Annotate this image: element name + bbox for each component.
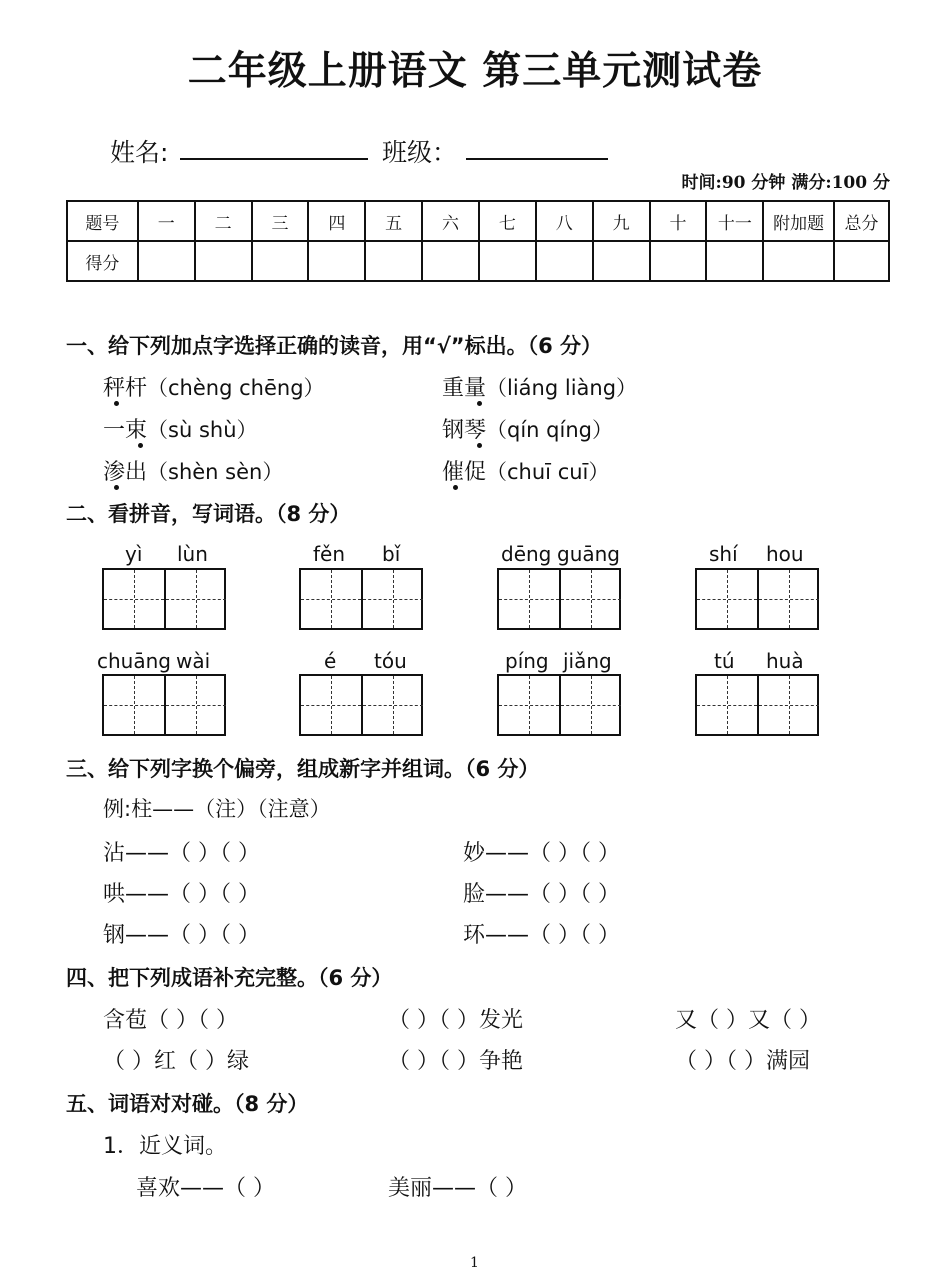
score-input-cell[interactable] bbox=[308, 241, 365, 281]
sec1-item bbox=[442, 371, 637, 402]
sec3-item[interactable]: 钢——（ ）（ ） bbox=[103, 923, 260, 948]
sec1-options[interactable]: （chuī cuī） bbox=[486, 460, 610, 484]
sec3-item[interactable]: 哄——（ ）（ ） bbox=[103, 882, 260, 907]
section-1-heading: 一、给下列加点字选择正确的读音，用“√”标出。（6 分） bbox=[66, 334, 603, 358]
idiom-blank[interactable]: （ ）（ ）满园 bbox=[675, 1049, 810, 1074]
page-number: 1 bbox=[470, 1255, 479, 1271]
score-table bbox=[66, 200, 890, 282]
score-table-score-row bbox=[67, 241, 889, 281]
emphasis-dot bbox=[477, 443, 482, 448]
writing-grid[interactable] bbox=[299, 568, 423, 630]
sec1-word: 渗出 bbox=[103, 460, 148, 485]
name-blank[interactable] bbox=[180, 158, 368, 160]
writing-grid[interactable] bbox=[102, 674, 226, 736]
score-input-cell[interactable] bbox=[422, 241, 479, 281]
writing-grid[interactable] bbox=[102, 568, 226, 630]
pinyin-syllable: huà bbox=[766, 649, 804, 673]
section-4-heading: 四、把下列成语补充完整。（6 分） bbox=[66, 966, 393, 990]
score-table-cell: 二 bbox=[195, 201, 252, 241]
score-input-cell[interactable] bbox=[195, 241, 252, 281]
sec1-options[interactable]: （chèng chēng） bbox=[147, 376, 325, 400]
score-table-cell: 五 bbox=[365, 201, 422, 241]
idiom-blank[interactable]: （ ）（ ）发光 bbox=[388, 1008, 523, 1033]
page-title: 二年级上册语文 第三单元测试卷 bbox=[187, 49, 763, 94]
score-table-cell: 十一 bbox=[706, 201, 763, 241]
sec1-word: 钢琴 bbox=[442, 418, 487, 443]
idiom-blank[interactable]: （ ）（ ）争艳 bbox=[388, 1049, 523, 1074]
writing-grid[interactable] bbox=[497, 674, 621, 736]
emphasis-dot bbox=[477, 401, 482, 406]
score-input-cell[interactable] bbox=[763, 241, 834, 281]
sec1-word: 重量 bbox=[442, 376, 487, 401]
idiom-blank[interactable]: （ ）红（ ）绿 bbox=[103, 1049, 249, 1074]
score-input-cell[interactable] bbox=[479, 241, 536, 281]
score-input-cell[interactable] bbox=[536, 241, 593, 281]
score-input-cell[interactable] bbox=[706, 241, 763, 281]
section-5-heading: 五、词语对对碰。（8 分） bbox=[66, 1092, 309, 1116]
section-2-heading: 二、看拼音，写词语。（8 分） bbox=[66, 502, 351, 526]
idiom-blank[interactable]: 又（ ）又（ ） bbox=[675, 1008, 821, 1033]
emphasis-dot bbox=[114, 485, 119, 490]
score-input-cell[interactable] bbox=[252, 241, 309, 281]
name-label: 姓名: bbox=[110, 138, 169, 167]
pinyin-syllable: wài bbox=[176, 649, 211, 673]
emphasis-dot bbox=[138, 443, 143, 448]
pinyin-syllable: chuāng bbox=[97, 649, 171, 673]
score-input-cell[interactable] bbox=[365, 241, 422, 281]
score-table-cell: 十 bbox=[650, 201, 707, 241]
synonym-item[interactable]: 美丽——（ ） bbox=[388, 1176, 527, 1201]
score-table-cell: 六 bbox=[422, 201, 479, 241]
sec3-item[interactable]: 脸——（ ）（ ） bbox=[463, 882, 620, 907]
sec1-word: 催促 bbox=[442, 460, 487, 485]
class-blank[interactable] bbox=[466, 158, 608, 160]
sec1-word: 秤杆 bbox=[103, 376, 148, 401]
pinyin-syllable: hou bbox=[766, 542, 804, 566]
sec3-item[interactable]: 妙——（ ）（ ） bbox=[463, 841, 620, 866]
score-input-cell[interactable] bbox=[834, 241, 889, 281]
synonym-item[interactable]: 喜欢——（ ） bbox=[136, 1176, 275, 1201]
pinyin-syllable: guāng bbox=[557, 542, 620, 566]
sec1-word: 一束 bbox=[103, 418, 148, 443]
pinyin-syllable: fěn bbox=[313, 542, 346, 566]
score-input-cell[interactable] bbox=[650, 241, 707, 281]
score-table-cell: 一 bbox=[138, 201, 195, 241]
pinyin-syllable: bǐ bbox=[382, 542, 401, 566]
pinyin-syllable: lùn bbox=[177, 542, 208, 566]
score-table-cell: 七 bbox=[479, 201, 536, 241]
score-table-cell: 九 bbox=[593, 201, 650, 241]
sec1-options[interactable]: （shèn sèn） bbox=[147, 460, 284, 484]
class-label: 班级： bbox=[382, 138, 458, 167]
score-table-cell: 四 bbox=[308, 201, 365, 241]
sec3-example: 例:柱——（注）（注意） bbox=[103, 797, 331, 821]
score-input-cell[interactable] bbox=[138, 241, 195, 281]
score-table-header-row bbox=[67, 201, 889, 241]
score-table-cell: 附加题 bbox=[763, 201, 834, 241]
score-input-cell[interactable] bbox=[593, 241, 650, 281]
pinyin-syllable: yì bbox=[125, 542, 143, 566]
score-table-cell: 三 bbox=[252, 201, 309, 241]
sec1-options[interactable]: （qín qíng） bbox=[486, 418, 613, 442]
pinyin-syllable: tóu bbox=[374, 649, 407, 673]
pinyin-syllable: shí bbox=[709, 542, 738, 566]
score-table-cell: 题号 bbox=[67, 201, 138, 241]
writing-grid[interactable] bbox=[695, 674, 819, 736]
sec1-options[interactable]: （liáng liàng） bbox=[486, 376, 638, 400]
emphasis-dot bbox=[114, 401, 119, 406]
writing-grid[interactable] bbox=[299, 674, 423, 736]
sec1-item bbox=[103, 455, 283, 486]
sec1-item bbox=[103, 371, 325, 402]
emphasis-dot bbox=[453, 485, 458, 490]
score-table-cell: 八 bbox=[536, 201, 593, 241]
time-and-score-info: 时间:90 分钟 满分:100 分 bbox=[681, 173, 890, 193]
writing-grid[interactable] bbox=[497, 568, 621, 630]
sec1-item bbox=[442, 413, 613, 444]
pinyin-syllable: é bbox=[324, 649, 337, 673]
score-row-label: 得分 bbox=[67, 241, 138, 281]
pinyin-syllable: dēng bbox=[501, 542, 552, 566]
sec3-item[interactable]: 环——（ ）（ ） bbox=[463, 923, 620, 948]
pinyin-syllable: píng bbox=[505, 649, 549, 673]
sec1-item bbox=[442, 455, 609, 486]
section-3-heading: 三、给下列字换个偏旁，组成新字并组词。（6 分） bbox=[66, 757, 540, 781]
sec1-options[interactable]: （sù shù） bbox=[147, 418, 258, 442]
writing-grid[interactable] bbox=[695, 568, 819, 630]
sec3-item[interactable]: 沾——（ ）（ ） bbox=[103, 841, 260, 866]
idiom-blank[interactable]: 含苞（ ）（ ） bbox=[103, 1008, 238, 1033]
sec5-subheading: 1．近义词。 bbox=[103, 1134, 227, 1159]
pinyin-syllable: tú bbox=[714, 649, 735, 673]
score-table-cell: 总分 bbox=[834, 201, 889, 241]
sec1-item bbox=[103, 413, 258, 444]
pinyin-syllable: jiǎng bbox=[563, 649, 612, 673]
